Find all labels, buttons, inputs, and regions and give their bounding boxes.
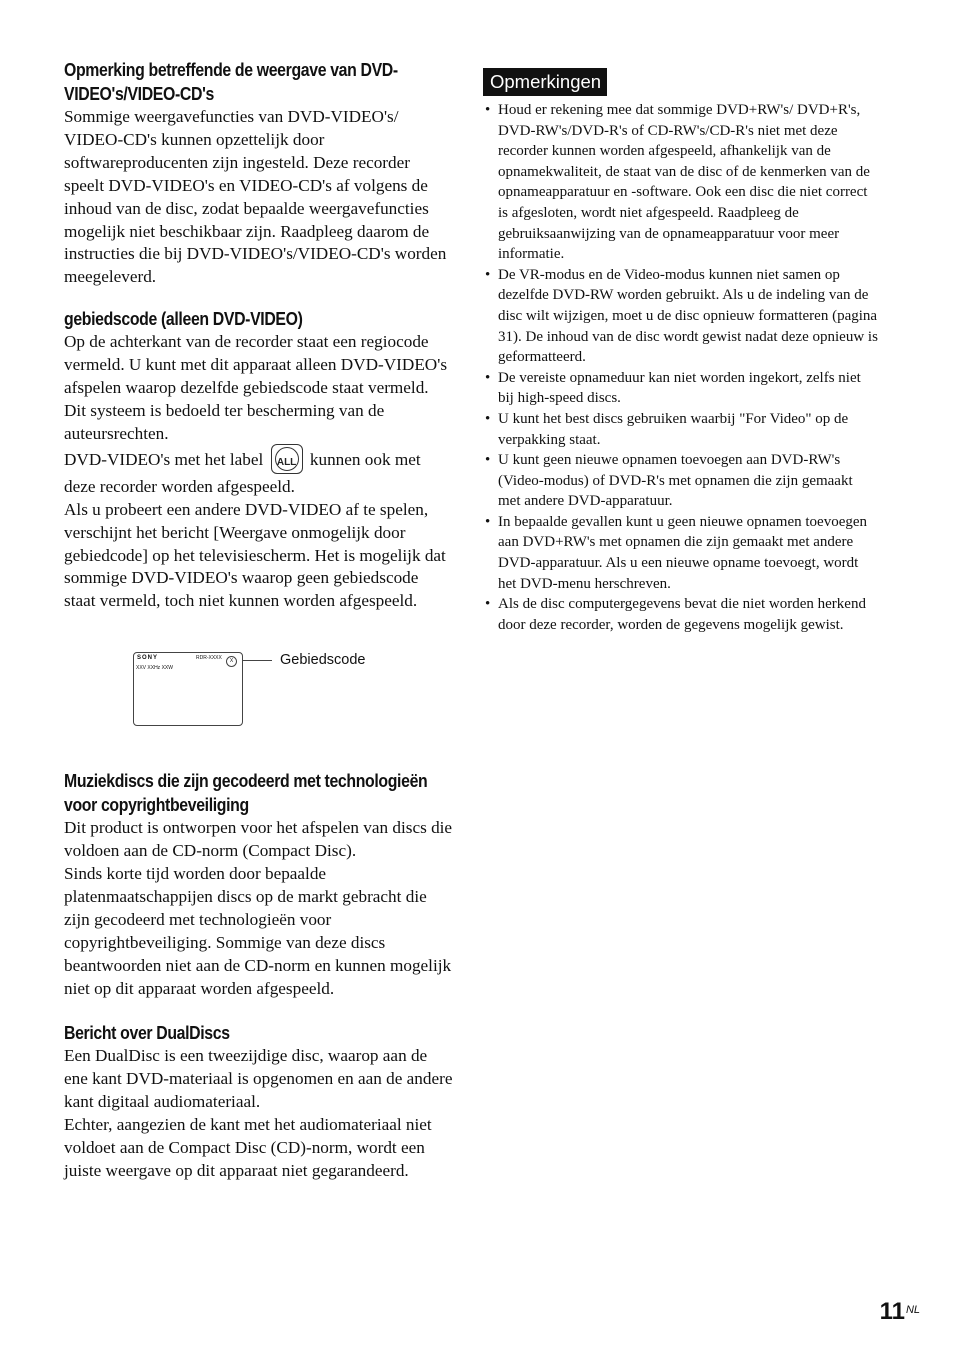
- list-item: • Als de disc computergegevens bevat die niet worden herkend door deze recorder, worden de gegevens mogelijk gewist.: [483, 594, 878, 635]
- section-heading: gebiedscode (alleen DVD-VIDEO): [64, 309, 303, 330]
- notes-list: [483, 100, 878, 635]
- section-heading: Opmerking betreffende de weergave van DVD-VIDEO's/VIDEO-CD's: [64, 60, 398, 104]
- brand-logo: SONY: [137, 655, 159, 662]
- section-playback-note: [64, 58, 454, 289]
- notes-header: Opmerkingen: [483, 68, 607, 96]
- section-body: Sommige weergavefuncties van DVD-VIDEO's/ VIDEO-CD's kunnen opzettelijk door softwareproducenten zijn ingesteld. Deze recorder speelt DVD-VIDEO's en VIDEO-CD's af volgens de inhoud van de disc, zodat bepaalde weergavefuncties mogelijk niet beschikbaar zijn. Raadpleeg daarom de instructies die bij DVD-VIDEO's/VIDEO-CD's worden meegeleverd.: [64, 107, 447, 287]
- language-suffix: NL: [905, 1304, 920, 1316]
- region-code-mark: X: [226, 656, 237, 667]
- power-rating: XXV XXHz XXW: [136, 665, 173, 672]
- list-item: • De vereiste opnameduur kan niet worden ingekort, zelfs niet bij high-speed discs.: [483, 368, 878, 409]
- section-body: Echter, aangezien de kant met het audiomateriaal niet voldoet aan de Compact Disc (CD)-norm, wordt een juiste weergave op dit apparaat niet gegarandeerd.: [64, 1115, 432, 1180]
- section-heading: Bericht over DualDiscs: [64, 1023, 230, 1044]
- list-item: • U kunt het best discs gebruiken waarbij "For Video" op de verpakking staat.: [483, 409, 878, 450]
- section-body: Dit product is ontworpen voor het afspelen van discs die voldoen aan de CD-norm (Compact Disc).: [64, 818, 453, 861]
- section-body: Op de achterkant van de recorder staat een regiocode vermeld. U kunt met dit apparaat alleen DVD-VIDEO's afspelen waarop dezelfde gebiedscode staat vermeld. Dit systeem is bedoeld ter bescherming van de auteursrechten.: [64, 332, 448, 443]
- section-body: Als u probeert een andere DVD-VIDEO af te spelen, verschijnt het bericht [Weergave onmogelijk door gebiedcode] op het televisiescherm. Het is mogelijk dat sommige DVD-VIDEO's waarop geen gebiedscode staat vermeld, toch niet kunnen worden afgespeeld.: [64, 499, 446, 611]
- list-item: • U kunt geen nieuwe opnamen toevoegen aan DVD-RW's (Video-modus) of DVD-R's met opnamen die zijn gemaakt met andere DVD-apparatuur.: [483, 450, 878, 512]
- leader-line: [242, 660, 272, 661]
- list-item: • In bepaalde gevallen kunt u geen nieuwe opnamen toevoegen aan DVD+RW's met opnamen die zijn gemaakt met andere DVD-apparatuur. Als u een nieuwe opname toevoegt, wordt het DVD-menu herschreven.: [483, 512, 878, 594]
- section-body: Sinds korte tijd worden door bepaalde platenmaatschappijen discs op de markt gebracht die zijn gecodeerd met technologieën voor copyrightbeveiliging. Sommige van deze discs beantwoorden niet aan de CD-norm en kunnen mogelijk niet op dit apparaat worden afgespeeld.: [64, 864, 452, 998]
- section-dualdisc: [64, 1021, 454, 1182]
- left-column: [64, 58, 454, 1197]
- section-region-code: [64, 307, 454, 613]
- region-all-icon: ALL: [271, 444, 303, 474]
- section-copyright-discs: [64, 769, 454, 1000]
- region-code-figure: [64, 627, 454, 747]
- right-column: [483, 68, 878, 635]
- figure-label: Gebiedscode: [280, 652, 366, 669]
- section-body-label: DVD-VIDEO's met het label ALL kunnen ook met deze recorder worden afgespeeld.: [64, 446, 454, 499]
- page-number: $11^{NL}$: [879, 1298, 920, 1325]
- section-heading: Muziekdiscs die zijn gecodeerd met technologieën voor copyrightbeveiliging: [64, 771, 428, 816]
- section-body: Een DualDisc is een tweezijdige disc, waarop aan de ene kant DVD-materiaal is opgenomen en aan de andere kant digitaal audiomateriaal.: [64, 1046, 453, 1112]
- model-label: RDR-XXXX: [196, 655, 222, 662]
- recorder-rear-panel: [133, 652, 243, 726]
- list-item: • De VR-modus en de Video-modus kunnen niet samen op dezelfde DVD-RW worden gebruikt. Als u de indeling van de disc wilt wijzigen, moet u de disc opnieuw formatteren (pagina 31). De inhoud van de disc wordt gewist nadat deze opnieuw is geformatteerd.: [483, 265, 878, 368]
- list-item: • Houd er rekening mee dat sommige DVD+RW's/ DVD+R's, DVD-RW's/DVD-R's of CD-RW's/CD-R's niet met deze recorder kunnen worden afgespeeld, afhankelijk van de opnamekwaliteit, de staat van de disc of de kenmerken van de opnameapparatuur en -software. Ook een disc die niet correct is afgesloten, wordt niet afgespeeld. Raadpleeg de gebruiksaanwijzing van de opnameapparatuur voor meer informatie.: [483, 100, 878, 265]
